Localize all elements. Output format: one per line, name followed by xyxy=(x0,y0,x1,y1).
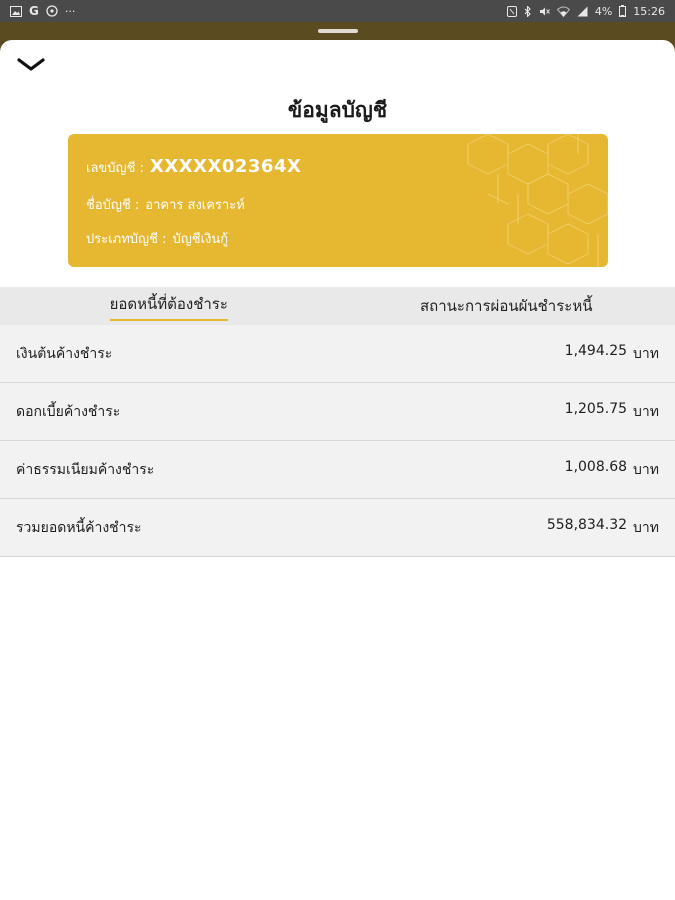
row-amount: 558,834.32 xyxy=(546,516,628,533)
list-item xyxy=(0,441,675,499)
clock: 15:26 xyxy=(633,4,665,18)
account-name: อาคาร สงเคราะห์ xyxy=(145,198,245,213)
row-label: เงินต้นค้างชำระ xyxy=(16,345,113,362)
whatsapp-icon xyxy=(46,5,58,17)
status-bar xyxy=(0,0,675,22)
account-type-line xyxy=(86,228,228,249)
google-icon: G xyxy=(29,4,39,18)
account-number-line xyxy=(86,156,301,178)
signal-icon xyxy=(577,6,588,17)
account-type: บัญชีเงินกู้ xyxy=(172,232,229,247)
status-left-icons xyxy=(10,4,75,18)
account-type-label: ประเภทบัญชี : xyxy=(86,232,167,247)
row-amount: 1,205.75 xyxy=(564,400,628,417)
account-card xyxy=(68,134,608,267)
list-item xyxy=(0,499,675,557)
row-value xyxy=(565,401,659,423)
row-value xyxy=(547,517,659,539)
tab-outstanding-debt[interactable] xyxy=(0,287,338,325)
more-icon: ··· xyxy=(64,4,76,18)
row-unit: บาท xyxy=(633,345,659,362)
account-name-line xyxy=(86,194,245,215)
row-amount: 1,008.68 xyxy=(564,458,628,475)
account-name-label: ชื่อบัญชี : xyxy=(86,198,140,213)
status-right-icons xyxy=(507,5,665,18)
mute-icon xyxy=(539,6,550,17)
tab-deferment-status[interactable] xyxy=(338,287,675,325)
card-pattern-decoration xyxy=(368,134,608,267)
row-unit: บาท xyxy=(633,403,659,420)
sheet-drag-handle[interactable] xyxy=(318,29,358,33)
row-label: ดอกเบี้ยค้างชำระ xyxy=(16,403,121,420)
collapse-button[interactable] xyxy=(14,52,48,76)
chevron-down-icon xyxy=(14,52,48,76)
list-item xyxy=(0,383,675,441)
image-icon xyxy=(10,6,22,17)
tab-bar xyxy=(0,287,675,325)
row-label: รวมยอดหนี้ค้างชำระ xyxy=(16,519,142,536)
account-number: XXXXX02364X xyxy=(149,156,302,177)
row-value xyxy=(565,459,659,481)
debt-list xyxy=(0,325,675,557)
account-number-label: เลขบัญชี : xyxy=(86,161,144,176)
wifi-icon xyxy=(557,6,570,17)
battery-icon xyxy=(619,5,626,17)
tab-label: ยอดหนี้ที่ต้องชำระ xyxy=(110,292,228,321)
page-title: ข้อมูลบัญชี xyxy=(287,98,388,122)
row-amount: 1,494.25 xyxy=(564,342,628,359)
list-item xyxy=(0,325,675,383)
row-value xyxy=(565,343,659,365)
account-info-sheet xyxy=(0,40,675,900)
battery-percent: 4% xyxy=(594,4,613,18)
row-label: ค่าธรรมเนียมค้างชำระ xyxy=(16,461,155,478)
bluetooth-icon xyxy=(524,6,532,17)
row-unit: บาท xyxy=(633,461,659,478)
row-unit: บาท xyxy=(633,519,659,536)
tab-label: สถานะการผ่อนผันชำระหนี้ xyxy=(420,297,593,315)
nfc-icon xyxy=(507,6,517,17)
